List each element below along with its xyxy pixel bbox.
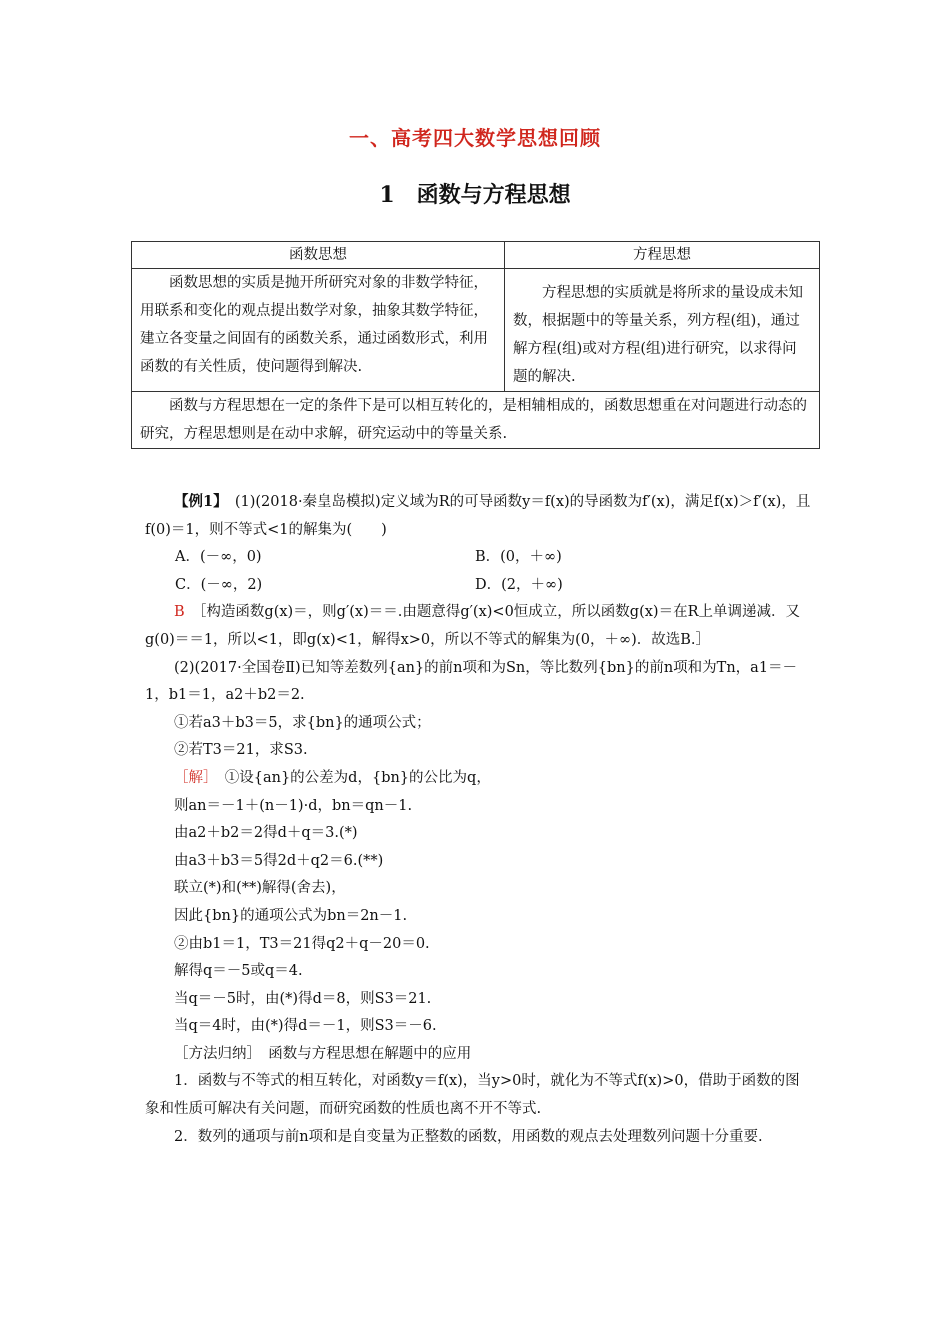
main-title: 一、高考四大数学思想回顾 — [349, 126, 601, 150]
table-header-function: 函数思想 — [132, 242, 505, 269]
comparison-table — [131, 241, 820, 449]
question-2-part-2: ②若T3＝21，求S3. — [174, 742, 308, 759]
options-row-1 — [145, 544, 813, 572]
question-1-text: (1)(2018·秦皇岛模拟)定义域为R的可导函数y＝f(x)的导函数为f′(x)，满足f(x)＞f′(x)，且f(0)＝1，则不等式<1的解集为( ) — [145, 494, 811, 538]
equation-thought-text: 方程思想的实质就是将所求的量设成未知数，根据题中的等量关系，列方程(组)，通过解方程(组)或对方程(组)进行研究，以求得问题的解决. — [513, 285, 803, 385]
solution-label: ［解］ — [174, 769, 211, 786]
table-cell-equation-thought — [505, 269, 820, 392]
solution-line-10: 当q＝4时，由(*)得d＝－1，则S3＝－6. — [174, 1018, 437, 1035]
solution-line-9: 当q＝－5时，由(*)得d＝8，则S3＝21. — [174, 990, 432, 1007]
solution-line-6: 因此{bn}的通项公式为bn＝2n－1. — [174, 907, 408, 924]
solution-line-4: 由a3＋b3＝5得2d＋q2＝6.(**) — [174, 852, 384, 869]
method-point-2: 2．数列的通项与前n项和是自变量为正整数的函数，用函数的观点去处理数列问题十分重要. — [174, 1128, 763, 1145]
example-label: 【例1】 — [174, 493, 221, 510]
table-footer-cell — [132, 392, 820, 449]
table-header-equation: 方程思想 — [505, 242, 820, 269]
option-a: A．(－∞，0) — [175, 549, 262, 566]
solution-line-7: ②由b1＝1，T3＝21得q2＋q－20＝0. — [174, 935, 430, 952]
method-point-1: 1．函数与不等式的相互转化，对函数y＝f(x)，当y>0时，就化为不等式f(x)>0，借助于函数的图象和性质可解决有关问题，而研究函数的性质也离不开不等式. — [145, 1073, 800, 1118]
option-d: D．(2，＋∞) — [475, 576, 563, 593]
function-thought-text: 函数思想的实质是抛开所研究对象的非数学特征，用联系和变化的观点提出数学对象，抽象其数学特征，建立各变量之间固有的函数关系，通过函数形式，利用函数的有关性质，使问题得到解决. — [140, 275, 488, 375]
example-question-1 — [145, 488, 813, 544]
solution-line-1 — [145, 765, 813, 793]
question-2-part-1: ①若a3＋b3＝5，求{bn}的通项公式； — [174, 714, 431, 731]
section-title — [0, 178, 950, 209]
solution-line-1-text: ①设{an}的公差为d，{bn}的公比为q， — [224, 769, 491, 786]
table-footer-text: 函数与方程思想在一定的条件下是可以相互转化的，是相辅相成的，函数思想重在对问题进行动态的研究，方程思想则是在动中求解，研究运动中的等量关系. — [140, 398, 807, 442]
answer-paragraph — [145, 599, 813, 654]
options-row-2 — [145, 572, 813, 600]
option-b: B．(0，＋∞) — [475, 549, 562, 566]
solution-line-5: 联立(*)和(**)解得(舍去)， — [174, 880, 346, 897]
section-title-text: 函数与方程思想 — [416, 182, 571, 208]
method-title: 函数与方程思想在解题中的应用 — [268, 1045, 472, 1062]
solution-line-2: 则an＝－1＋(n－1)·d，bn＝qn－1. — [174, 797, 413, 814]
answer-explanation: ［构造函数g(x)＝，则g′(x)＝＝.由题意得g′(x)<0恒成立，所以函数g(x)＝在R上单调递减．又g(0)＝＝1，所以<1，即g(x)<1，解得x>0，所以不等式的解集为(0，＋∞)．故选B.］ — [145, 604, 800, 648]
example-section — [145, 488, 813, 1151]
method-label: ［方法归纳］ — [174, 1045, 254, 1062]
solution-line-8: 解得q＝－5或q＝4. — [174, 963, 303, 980]
section-number: 1 — [379, 182, 395, 208]
method-summary-heading — [145, 1041, 813, 1069]
table-cell-function-thought — [132, 269, 505, 392]
solution-line-3: 由a2＋b2＝2得d＋q＝3.(*) — [174, 825, 358, 842]
question-2: (2)(2017·全国卷Ⅱ)已知等差数列{an}的前n项和为Sn，等比数列{bn}的前n项和为Tn，a1＝－1，b1＝1，a2＋b2＝2. — [145, 659, 798, 704]
answer-letter: B — [174, 604, 185, 621]
option-c: C．(－∞，2) — [175, 576, 263, 593]
